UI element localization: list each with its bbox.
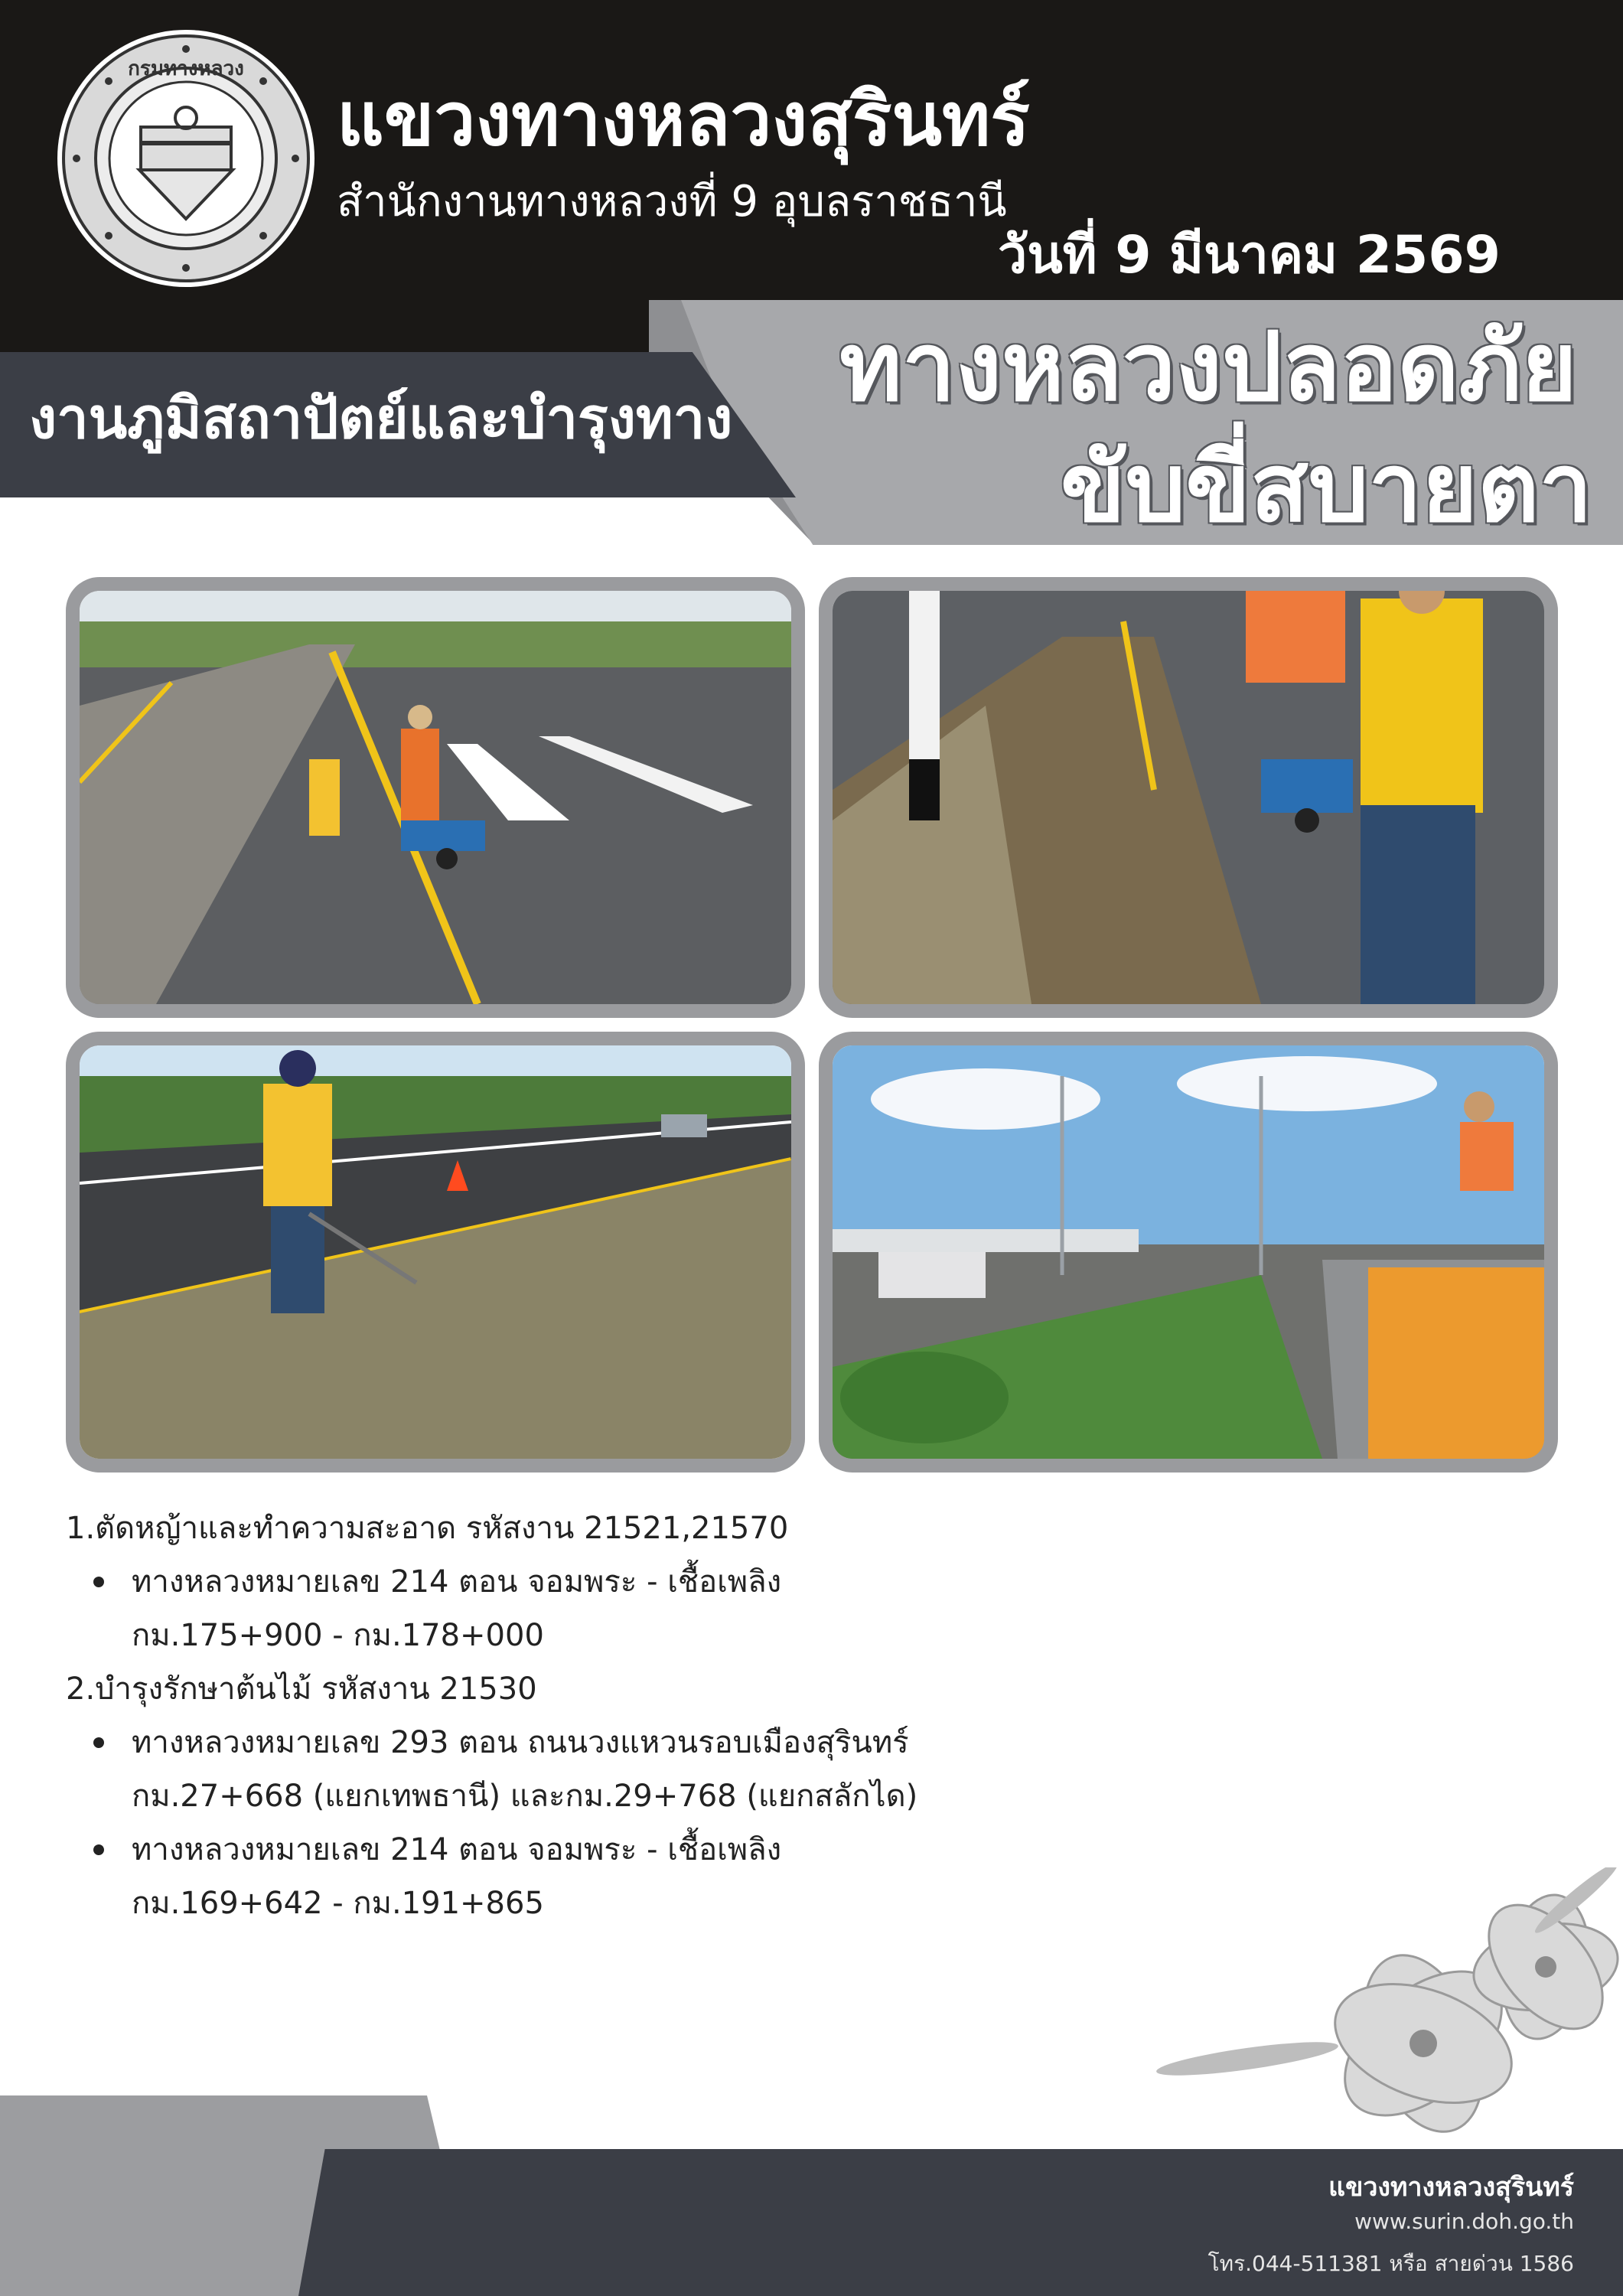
- department-logo: [55, 28, 317, 289]
- bullet-icon: [93, 1844, 104, 1855]
- work-item-2: [66, 1662, 1214, 1930]
- section-title: งานภูมิสถาปัตย์และบำรุงทาง: [29, 386, 733, 452]
- list-item: [66, 1555, 1214, 1662]
- logo-text: กรมทางหลวง: [128, 57, 244, 80]
- office-name: สำนักงานทางหลวงที่ 9 อุบลราชธานี: [337, 177, 1007, 227]
- slogan-line-1: ทางหลวงปลอดภัย: [839, 312, 1577, 422]
- km-range-text: กม.27+668 (แยกเทพธานี) และกม.29+768 (แยกสลักได): [132, 1779, 918, 1814]
- route-text: ทางหลวงหมายเลข 293 ตอน ถนนวงแหวนรอบเมืองสุรินทร์: [132, 1725, 909, 1760]
- report-date: วันที่ 9 มีนาคม 2569: [998, 225, 1501, 285]
- photo-worker-watering-plants: [819, 1032, 1558, 1473]
- km-range-text: กม.169+642 - กม.191+865: [132, 1886, 544, 1921]
- km-range-text: กม.175+900 - กม.178+000: [132, 1618, 544, 1653]
- list-item: [66, 1823, 1214, 1930]
- photo-workers-cleaning-median: [66, 577, 805, 1018]
- footer-department-name: แขวงทางหลวงสุรินทร์: [1328, 2172, 1574, 2203]
- bullet-icon: [93, 1737, 104, 1748]
- work-item-2-title: 2.บำรุงรักษาต้นไม้ รหัสงาน 21530: [66, 1671, 537, 1707]
- photo-workers-clearing-debris: [819, 577, 1558, 1018]
- route-text: ทางหลวงหมายเลข 214 ตอน จอมพระ - เชื้อเพลิง: [132, 1832, 782, 1867]
- list-item: [66, 1716, 1214, 1823]
- bullet-icon: [93, 1577, 104, 1587]
- photo-worker-trimming-grass: [66, 1032, 805, 1473]
- department-name: แขวงทางหลวงสุรินทร์: [337, 77, 1030, 162]
- footer-phone: โทร.044-511381 หรือ สายด่วน 1586: [1207, 2251, 1574, 2276]
- flower-decoration-icon: [1148, 1867, 1623, 2143]
- route-text: ทางหลวงหมายเลข 214 ตอน จอมพระ - เชื้อเพลิง: [132, 1564, 782, 1600]
- work-description: [66, 1502, 1214, 1930]
- slogan-line-2: ขับขี่สบายตา: [1060, 433, 1592, 543]
- work-item-1: [66, 1502, 1214, 1662]
- footer-website: www.surin.doh.go.th: [1354, 2209, 1574, 2234]
- work-item-1-title: 1.ตัดหญ้าและทำความสะอาด รหัสงาน 21521,21570: [66, 1511, 789, 1546]
